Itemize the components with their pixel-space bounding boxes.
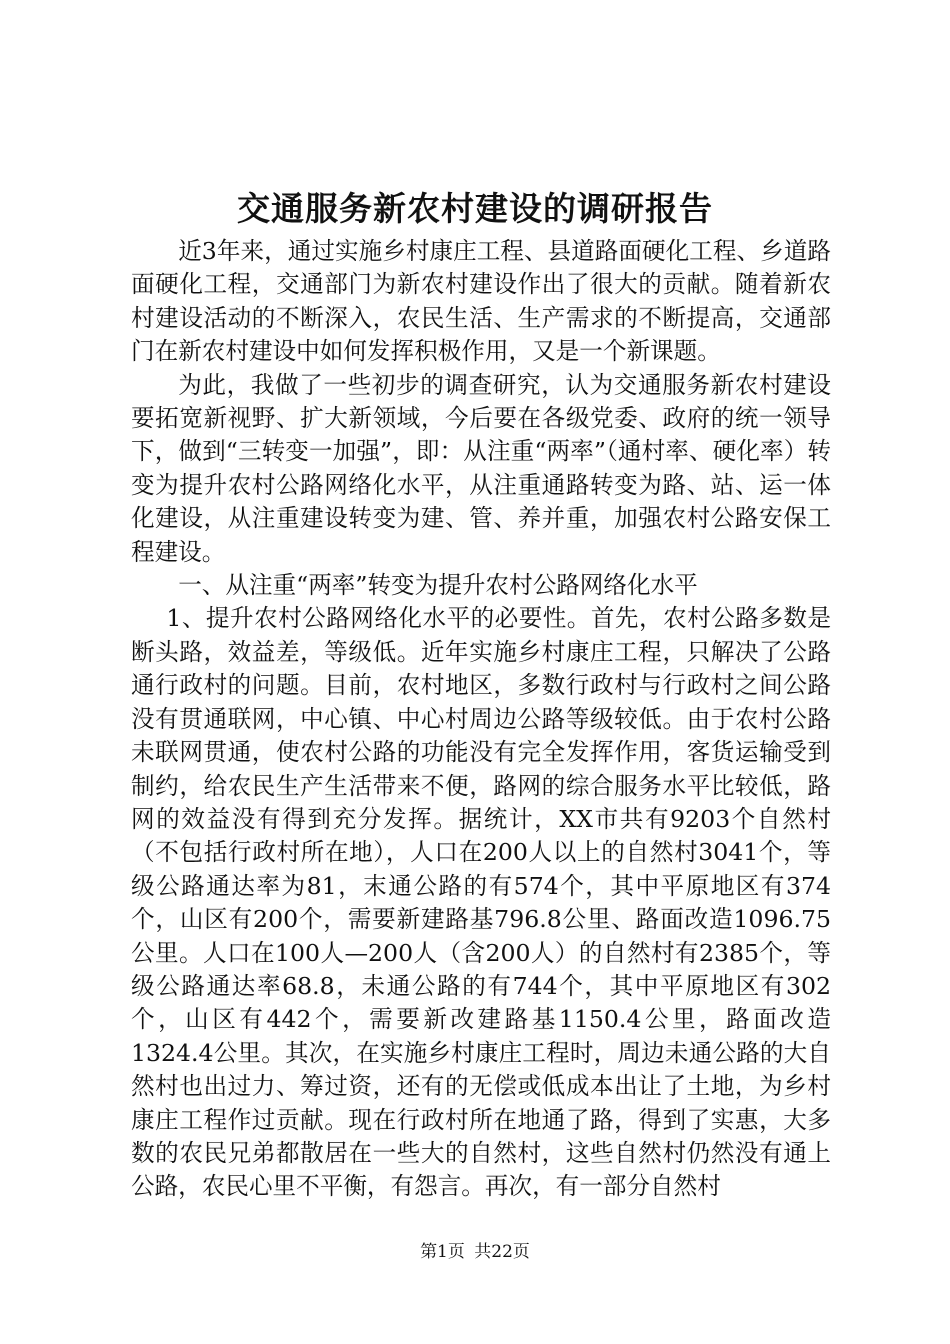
paragraph-intro: 近3年来，通过实施乡村康庄工程、县道路面硬化工程、乡道路面硬化工程，交通部门为新农村建设作出了很大的贡献。随着新农村建设活动的不断深入，农民生活、生产需求的不断提高，交通部门在新农村建设中如何发挥积极作用，又是一个新课题。 [131,237,831,366]
paragraph-summary: 为此，我做了一些初步的调查研究，认为交通服务新农村建设要拓宽新视野、扩大新领域，今后要在各级党委、政府的统一领导下，做到“三转变一加强”，即：从注重“两率”（通村率、硬化率）转变为提升农村公路网络化水平，从注重通路转变为路、站、运一体化建设，从注重建设转变为建、管、养并重，加强农村公路安保工程建设。 [131,370,831,566]
document-body [131,235,831,1204]
page-number-footer: 第1页 共22页 [420,1242,530,1262]
document-title: 交通服务新农村建设的调研报告 [237,189,713,228]
paragraph-item-1: 1、提升农村公路网络化水平的必要性。首先，农村公路多数是断头路，效益差，等级低。近年实施乡村康庄工程，只解决了公路通行政村的问题。目前，农村地区，多数行政村与行政村之间公路没有贯通联网，中心镇、中心村周边公路等级较低。由于农村公路未联网贯通，使农村公路的功能没有完全发挥作用，客货运输受到制约，给农民生产生活带来不便，路网的综合服务水平比较低，路网的效益没有得到充分发挥。据统计，XX市共有9203个自然村（不包括行政村所在地），人口在200人以上的自然村3041个，等级公路通达率为81，末通公路的有574个，其中平原地区有374个，山区有200个，需要新建路基796.8公里、路面改造1096.75公里。人口在100人—200人（含200人）的自然村有2385个，等级公路通达率68.8，未通公路的有744个，其中平原地区有302个，山区有442个，需要新改建路基1150.4公里，路面改造1324.4公里。其次，在实施乡村康庄工程时，周边未通公路的大自然村也出过力、筹过资，还有的无偿或低成本出让了土地，为乡村康庄工程作过贡献。现在行政村所在地通了路，得到了实惠，大多数的农民兄弟都散居在一些大的自然村，这些自然村仍然没有通上公路，农民心里不平衡，有怨言。再次，有一部分自然村 [131,604,831,1201]
section-heading-1: 一、从注重“两率”转变为提升农村公路网络化水平 [178,571,698,600]
